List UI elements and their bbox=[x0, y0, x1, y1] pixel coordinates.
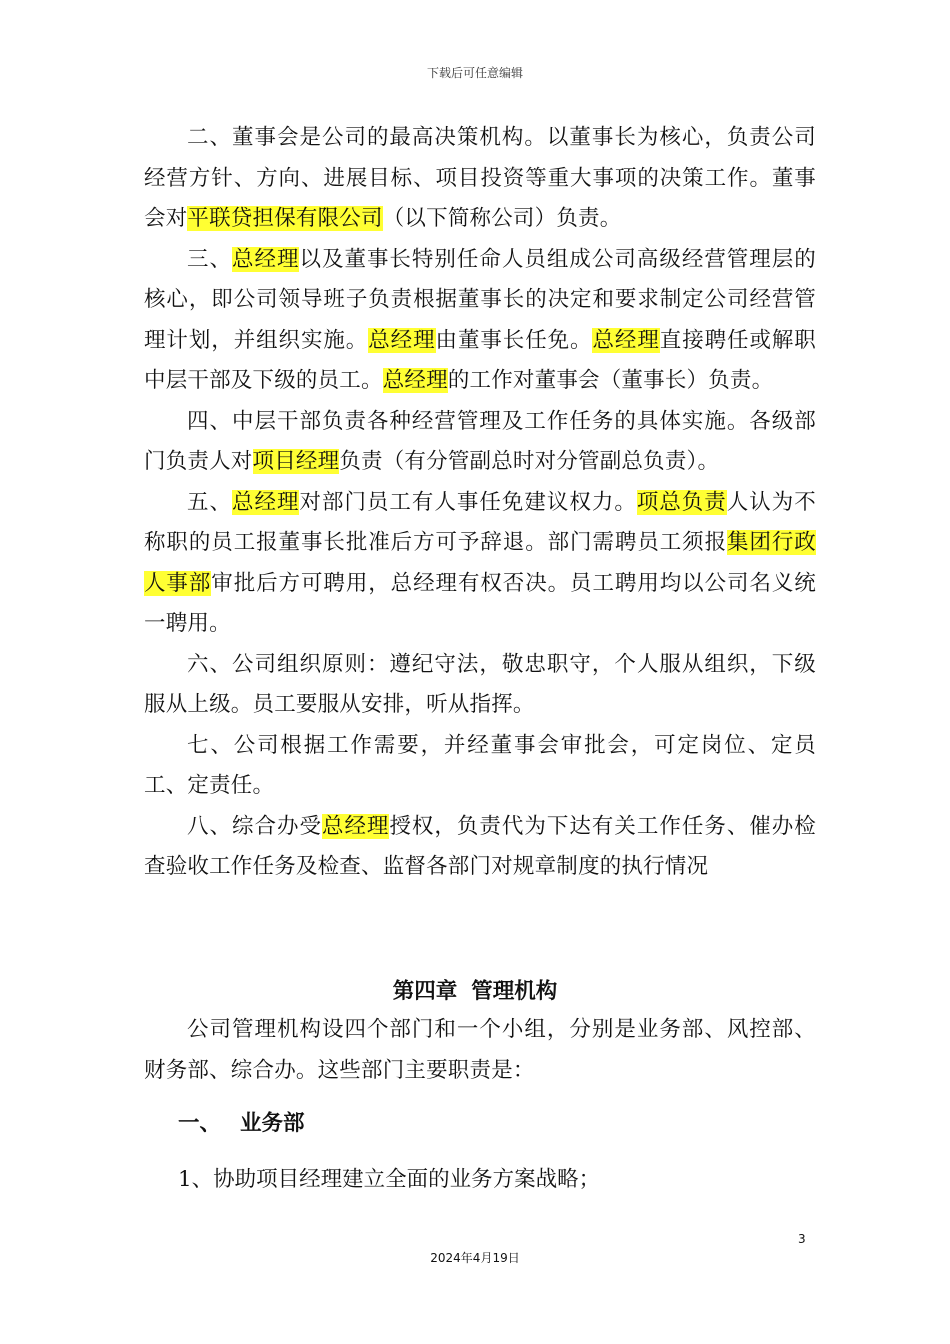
highlighted-text: 平联贷担保有限公司 bbox=[187, 206, 383, 231]
intro-paragraph bbox=[144, 1010, 816, 1091]
paragraph bbox=[144, 807, 816, 888]
paragraph-text: 以及董事长特别任命人员组成公司高级经营管理层的核心，即公司领导班子负责根据董事长的决定和要求制定公司经营管理计划，并组织实施。 bbox=[144, 246, 816, 353]
paragraph bbox=[144, 483, 816, 645]
paragraph bbox=[144, 726, 816, 807]
paragraph-text: 负责（有分管副总时对分管副总负责）。 bbox=[339, 449, 720, 474]
paragraph-text: 四、中层干部负责各种经营管理及工作任务的具体实施。各级部门负责人对 bbox=[144, 408, 816, 474]
chapter-name: 管理机构 bbox=[471, 979, 558, 1004]
paragraph-text: 二、董事会是公司的最高决策机构。以董事长为核心，负责公司经营方针、方向、进展目标、项目投资等重大事项的决策工作。董事会对 bbox=[144, 125, 816, 231]
highlighted-text: 总经理 bbox=[231, 246, 300, 272]
chapter-title bbox=[0, 974, 950, 1010]
paragraph-text: 三、 bbox=[187, 246, 232, 272]
highlighted-text: 总经理 bbox=[368, 327, 436, 353]
paragraph-text: 八、综合办受 bbox=[187, 813, 322, 839]
paragraph-text: 的工作对董事会（董事长）负责。 bbox=[447, 368, 774, 393]
paragraph bbox=[144, 240, 816, 402]
section-title: 业务部 bbox=[240, 1111, 305, 1136]
paragraph bbox=[144, 402, 816, 483]
chapter-number: 第四章 bbox=[392, 979, 458, 1004]
paragraph bbox=[144, 118, 816, 240]
paragraph-text: 五、 bbox=[187, 489, 232, 515]
highlighted-text: 总经理 bbox=[321, 813, 390, 839]
paragraph-text: 七、公司根据工作需要，并经董事会审批会，可定岗位、定员工、定责任。 bbox=[144, 732, 816, 798]
list-item: 1、协助项目经理建立全面的业务方案战略； bbox=[178, 1167, 601, 1192]
paragraph-text: 授权，负责代为下达有关工作任务、催办检查验收工作任务及检查、监督各部门对规章制度的执行情况 bbox=[144, 813, 816, 879]
paragraph-text: 人认为不称职的员工报董事长批准后方可予辞退。部门需聘员工须报 bbox=[144, 489, 816, 555]
paragraph-text: 审批后方可聘用，总经理有权否决。员工聘用均以公司名义统一聘用。 bbox=[144, 570, 816, 636]
highlighted-text: 项总负责 bbox=[636, 489, 727, 515]
paragraph-text: 直接聘任或解职中层干部及下级的员工。 bbox=[144, 327, 817, 393]
paragraph-text: （以下简称公司）负责。 bbox=[382, 206, 622, 231]
page-footer-date: 2024年4月19日 bbox=[430, 1251, 520, 1265]
paragraph-text: 对部门员工有人事任免建议权力。 bbox=[299, 489, 637, 515]
paragraph bbox=[144, 645, 816, 726]
highlighted-text: 总经理 bbox=[382, 368, 448, 393]
section-number: 一、 bbox=[178, 1111, 222, 1136]
highlighted-text: 总经理 bbox=[231, 489, 300, 515]
page-number: 3 bbox=[798, 1232, 806, 1246]
page-header: 下载后可任意编辑 bbox=[426, 66, 523, 80]
highlighted-text: 总经理 bbox=[592, 327, 660, 353]
highlighted-text: 集团行政人事部 bbox=[144, 530, 817, 596]
paragraph-text: 由董事长任免。 bbox=[435, 327, 593, 353]
section-heading bbox=[178, 1106, 305, 1142]
highlighted-text: 项目经理 bbox=[252, 449, 340, 474]
intro-text: 公司管理机构设四个部门和一个小组，分别是业务部、风控部、财务部、综合办。这些部门主要职责是： bbox=[144, 1017, 816, 1083]
body-paragraphs bbox=[144, 118, 816, 888]
paragraph-text: 六、公司组织原则：遵纪守法，敬忠职守，个人服从组织，下级服从上级。员工要服从安排，听从指挥。 bbox=[144, 651, 816, 717]
